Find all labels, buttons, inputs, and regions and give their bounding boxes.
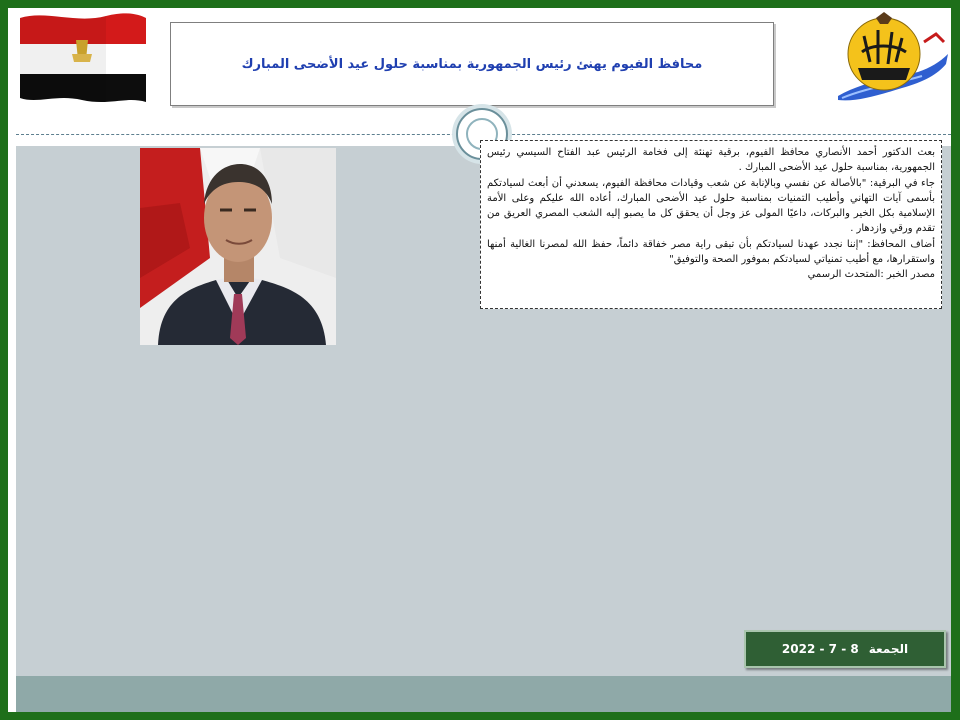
page-title: محافظ الفيوم يهنئ رئيس الجمهورية بمناسبة حلول عيد الأضحى المبارك	[241, 56, 703, 72]
egypt-flag-icon	[16, 10, 148, 106]
date-badge	[744, 630, 946, 668]
article-text-box	[480, 140, 942, 309]
title-box	[170, 22, 774, 106]
fayoum-governorate-logo-icon	[832, 12, 950, 108]
article-source: مصدر الخبر :المتحدث الرسمي	[807, 269, 935, 281]
date-day: الجمعة	[868, 642, 909, 656]
date-value: 8 - 7 - 2022	[781, 642, 859, 656]
page-canvas	[8, 8, 951, 712]
footer-band	[16, 676, 951, 712]
article-paragraph: أضاف المحافظ: "إننا نجدد عهدنا لسيادتكم بأن تبقى راية مصر خفاقة دائماً، حفظ الله لمصرنا الغالية أمنها واستقرارها، مع أطيب تمنياتي لسيادتكم بموفور الصحة والتوفيق"	[487, 238, 935, 266]
president-photo	[140, 148, 336, 345]
article-paragraph: بعث الدكتور أحمد الأنصاري محافظ الفيوم، برقية تهنئة إلى فخامة الرئيس عبد الفتاح السيسي رئيس الجمهورية، بمناسبة حلول عيد الأضحى المبارك .	[487, 147, 935, 174]
article-paragraph: جاء في البرقية: "بالأصالة عن نفسي وبالإنابة عن شعب وقيادات محافظة الفيوم، يسعدني أن أبعث لسيادتكم بأسمى آيات التهاني وأطيب التمنيات بمناسبة حلول عيد الأضحى المبارك، أعاده الله عليكم وعلى الأمة الإسلامية بكل الخير والبركات، داعيًا المولى عز وجل أن يحقق كل ما يصبو إليه الشعب المصري العريق من تقدم ورقي وازدهار .	[487, 177, 935, 235]
